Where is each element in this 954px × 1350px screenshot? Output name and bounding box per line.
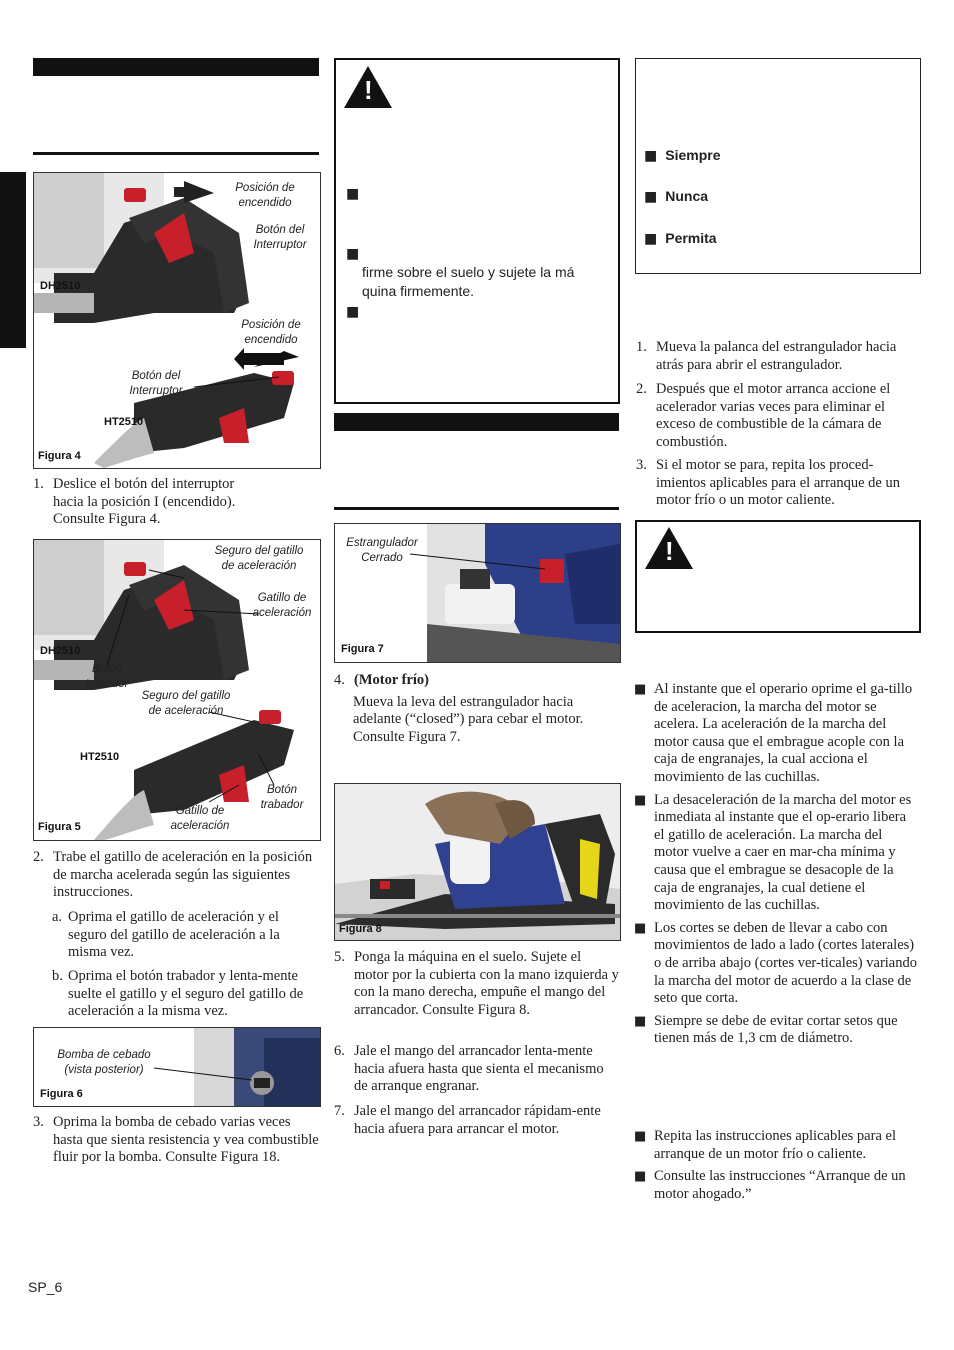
bullet-square-icon: ■ — [634, 1169, 647, 1185]
step-2a — [52, 909, 319, 962]
warning-triangle-icon: ! — [344, 66, 392, 108]
step-4-heading: (Motor frío) — [354, 672, 430, 688]
fig5-model-2: HT2510 — [80, 751, 120, 763]
operation-bullets — [634, 681, 920, 1048]
step-6-text: Jale el mango del arrancador lenta-mente hacia afuera hasta que sienta el mecanismo de arranque engranar. — [354, 1043, 604, 1095]
step-5-text: Ponga la máquina en el suelo. Sujete el motor por la cubierta con la mano izquierda y con la mano derecha, empuñe el mango del arrancador. Consulte Figura 8. — [354, 949, 619, 1018]
warm-step-1-text: Mueva la palanca del estrangulador hacia atrás para abrir el estrangulador. — [656, 339, 897, 373]
warning-box-2 — [635, 520, 921, 633]
bullet-square-icon: ■ — [634, 920, 647, 936]
step-4-text: Mueva la leva del estrangulador hacia adelante (“closed”) para cebar el motor. Consulte Figura 7. — [353, 693, 584, 745]
step-3 — [33, 1114, 319, 1167]
fig5-callout-lock-2: Seguro del gatillo de aceleración — [141, 690, 231, 717]
restart-bullet-2-text: Consulte las instrucciones “Arranque de un motor ahogado.” — [654, 1168, 906, 1202]
figure-6 — [33, 1027, 321, 1107]
fig5-model-1: DH2510 — [40, 645, 81, 657]
warning-triangle-icon-2: ! — [645, 527, 693, 569]
step-2b-letter: b. — [52, 968, 63, 984]
operation-bullet-1 — [634, 681, 920, 787]
bullet-square-icon: ■ — [634, 792, 647, 808]
bullet-square-icon: ■ — [634, 1129, 647, 1144]
step-1 — [33, 476, 319, 529]
fig5-callout-trigger-1: Gatillo de aceleración — [252, 592, 312, 619]
fig6-label: Figura 6 — [40, 1088, 83, 1100]
operation-bullet-3 — [634, 920, 920, 1008]
bullet-square-icon: ■ — [634, 1013, 647, 1029]
operation-bullet-2 — [634, 792, 920, 915]
step-7-number: 7. — [334, 1103, 345, 1119]
warning-bullet-3-icon: ■ — [346, 304, 360, 320]
section-header-bar — [33, 58, 319, 76]
operation-bullet-2-text: La desaceleración de la marcha del motor es inmediata al instante que el op-erario libera el gatillo de aceleración. La marcha del motor vuelve a caer en mar-cha mínima y causa que el embrague se desacople de la caja de engranajes, la cual detiene el movimiento de las cuchillas. — [654, 791, 912, 914]
warm-step-1 — [636, 339, 920, 374]
safety-item-3-icon: ■ — [644, 231, 658, 247]
fig5-callout-trigger-2: Gatillo de aceleración — [170, 805, 230, 832]
warm-step-3 — [636, 457, 920, 510]
step-4-number: 4. — [334, 672, 345, 688]
safety-item-3 — [644, 230, 717, 248]
step-4 — [334, 672, 619, 746]
fig5-callout-lockbtn-1: Botón trabador — [85, 663, 129, 690]
step-2-text: Trabe el gatillo de aceleración en la posición de marcha acelerada según las siguientes instrucciones. — [53, 849, 313, 901]
step-7 — [334, 1103, 619, 1138]
operation-bullet-3-text: Los cortes se deben de llevar a cabo con movimientos de lado a lado (cortes laterales) o de arriba abajo (cortes ver-ticales) variando la marcha del motor de acuerdo a la clase de seto que corta. — [654, 919, 917, 1007]
fig5-label: Figura 5 — [38, 821, 81, 833]
section-rule — [33, 152, 319, 155]
figure-5 — [33, 539, 321, 841]
safety-item-1-text: Siempre — [665, 147, 721, 163]
warning-bullet-1-icon: ■ — [346, 186, 360, 202]
step-2 — [33, 849, 319, 902]
safety-item-3-text: Permita — [665, 230, 717, 246]
side-tab — [0, 172, 26, 348]
fig7-callout-choke: Estrangulador Cerrado — [346, 537, 418, 564]
operation-bullet-4 — [634, 1013, 920, 1048]
figure-8 — [334, 783, 621, 941]
figure-7 — [334, 523, 621, 663]
warning-bullet-2-icon: ■ — [346, 246, 360, 262]
fig4-callout-position-1: Posición de encendido — [235, 182, 295, 209]
operation-bullet-4-text: Siempre se debe de evitar cortar setos que tienen más de 1,3 cm de diámetro. — [654, 1012, 898, 1047]
fig5-callout-lock-1: Seguro del gatillo de aceleración — [214, 545, 304, 572]
step-2b — [52, 968, 319, 1021]
restart-bullet-1 — [634, 1128, 920, 1163]
section-rule-2 — [334, 507, 619, 510]
step-5 — [334, 949, 619, 1019]
page-number: SP_6 — [28, 1279, 63, 1295]
warm-step-2-number: 2. — [636, 381, 647, 397]
warning-bullet-2-text: firme sobre el suelo y sujete la má quina firmemente. — [362, 264, 575, 299]
fig6-callout-primer: Bomba de cebado (vista posterior) — [57, 1049, 151, 1076]
step-2a-text: Oprima el gatillo de aceleración y el seguro del gatillo de aceleración a la misma vez. — [68, 909, 280, 961]
fig4-label: Figura 4 — [38, 450, 81, 462]
warning-box — [334, 58, 620, 404]
figure-8-illustration — [335, 784, 620, 940]
fig4-model-2: HT2510 — [104, 416, 144, 428]
step-3-text: Oprima la bomba de cebado varias veces hasta que sienta resistencia y vea combustible fluir por la bomba. Consulte Figura 18. — [53, 1114, 319, 1166]
step-2a-letter: a. — [52, 909, 63, 925]
safety-item-2-icon: ■ — [644, 189, 658, 205]
step-6-number: 6. — [334, 1043, 345, 1059]
figure-4 — [33, 172, 321, 469]
warm-step-3-number: 3. — [636, 457, 647, 473]
fig4-callout-switch-2: Botón del Interruptor — [129, 370, 183, 397]
step-1-text: Deslice el botón del interruptor hacia la posición I (encendido). Consulte Figura 4. — [53, 476, 236, 528]
safety-item-2 — [644, 188, 708, 206]
safety-item-1-icon: ■ — [644, 148, 658, 164]
step-1-number: 1. — [33, 476, 44, 492]
step-5-number: 5. — [334, 949, 345, 965]
fig4-callout-position-2: Posición de encendido — [241, 319, 301, 346]
operation-bullet-1-text: Al instante que el operario oprime el ga-tillo de aceleracion, la marcha del motor se acelera. La aceleración de la marcha del motor causa que el embrague acople con la caja de engranajes, la cual acciona el movimiento de las cuchillas. — [654, 681, 913, 785]
section-header-bar-2 — [334, 413, 619, 431]
restart-bullets — [634, 1128, 920, 1203]
step-2b-text: Oprima el botón trabador y lenta-mente suelte el gatillo y el seguro del gatillo de aceleración a la misma vez. — [68, 968, 304, 1020]
restart-bullet-2 — [634, 1168, 920, 1203]
warm-step-2 — [636, 381, 920, 451]
warm-step-3-text: Si el motor se para, repita los proced-imientos aplicables para el arranque de un motor frío o un motor caliente. — [656, 457, 900, 509]
fig4-callout-switch-1: Botón del Interruptor — [253, 224, 307, 251]
fig4-model-1: DH2510 — [40, 280, 81, 292]
step-7-text: Jale el mango del arrancador rápidam-ente hacia afuera para arrancar el motor. — [354, 1103, 601, 1137]
fig8-label: Figura 8 — [339, 923, 382, 935]
restart-bullet-1-text: Repita las instrucciones aplicables para el arranque de un motor frío o caliente. — [654, 1128, 896, 1162]
safety-item-2-text: Nunca — [665, 188, 709, 204]
safety-item-1 — [644, 147, 720, 165]
warm-step-1-number: 1. — [636, 339, 647, 355]
safety-box — [635, 58, 921, 274]
fig5-callout-lockbtn-2: Botón trabador — [260, 784, 304, 811]
bullet-square-icon: ■ — [634, 682, 647, 697]
step-3-number: 3. — [33, 1114, 44, 1130]
warm-step-2-text: Después que el motor arranca accione el acelerador varias veces para eliminar el exceso de combustible de la cámara de combustión. — [656, 381, 891, 450]
step-6 — [334, 1043, 619, 1096]
fig7-label: Figura 7 — [341, 643, 384, 655]
step-2-number: 2. — [33, 849, 44, 865]
